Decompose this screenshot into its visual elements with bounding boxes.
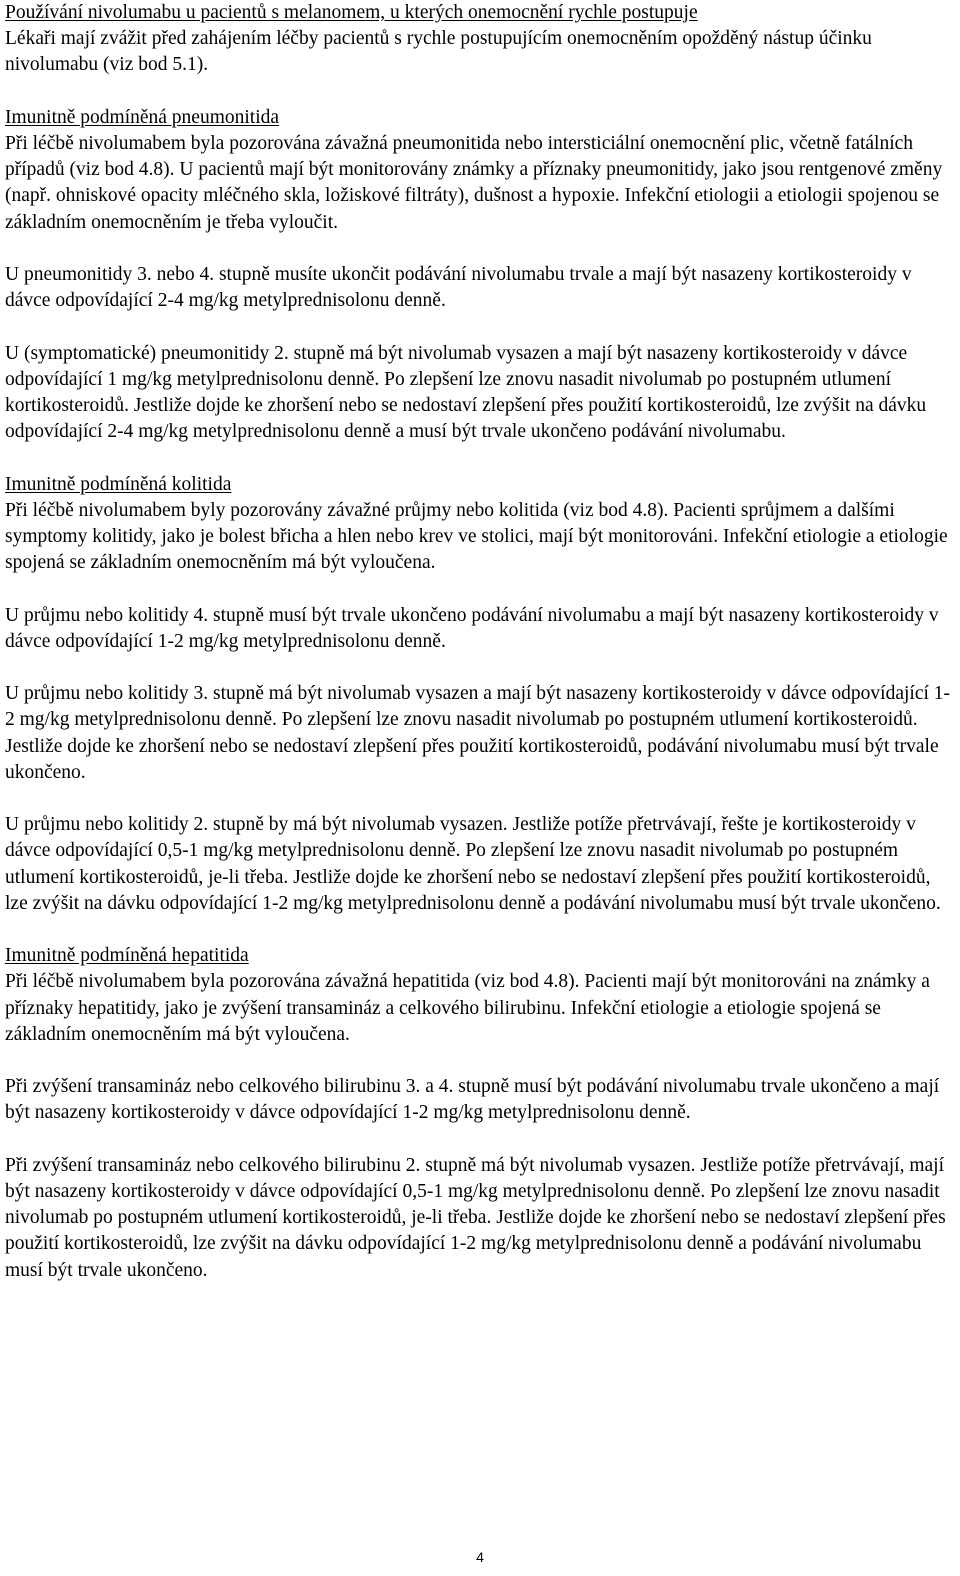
paragraph-spacer xyxy=(5,786,955,812)
paragraph-spacer xyxy=(5,576,955,602)
paragraph-spacer xyxy=(5,655,955,681)
section-melanoma-rapid-progression xyxy=(5,0,955,79)
paragraph: Při zvýšení transamináz nebo celkového bilirubinu 2. stupně má být nivolumab vysazen. Jestliže potíže přetrvávají, mají být nasazeny kortikosteroidy v dávce odpovídající 0,5-1 mg/kg metylprednisolonu denně. Po zlepšení lze znovu nasadit nivolumab po postupném utlumení kortikosteroidů, je-li třeba. Jestliže dojde ke zhoršení nebo se nedostaví zlepšení přes použití kortikosteroidů, lze zvýšit na dávku odpovídající 1-2 mg/kg metylprednisolonu denně a podávání nivolumabu musí být trvale ukončeno. xyxy=(5,1154,946,1281)
section-heading: Používání nivolumabu u pacientů s melanomem, u kterých onemocnění rychle postupuje xyxy=(5,2,698,23)
paragraph: Při léčbě nivolumabem byly pozorovány závažné průjmy nebo kolitida (viz bod 4.8). Pacienti sprůjmem a dalšími symptomy kolitidy, jako je bolest břicha a hlen nebo krev ve stolici, mají být monitorováni. Infekční etiologie a etiologie spojená se základním onemocněním má být vyloučena. xyxy=(5,499,948,574)
paragraph-spacer xyxy=(5,445,955,471)
paragraph-spacer xyxy=(5,1127,955,1153)
paragraph: Při léčbě nivolumabem byla pozorována závažná hepatitida (viz bod 4.8). Pacienti mají být monitorováni na známky a příznaky hepatitidy, jako je zvýšení transamináz a celkového bilirubinu. Infekční etiologie a etiologie spojená se základním onemocněním má být vyloučena. xyxy=(5,971,930,1045)
paragraph: U průjmu nebo kolitidy 3. stupně má být nivolumab vysazen a mají být nasazeny kortikosteroidy v dávce odpovídající 1-2 mg/kg metylprednisolonu denně. Po zlepšení lze znovu nasadit nivolumab po postupném utlumení kortikosteroidů. Jestliže dojde ke zhoršení nebo se nedostaví zlepšení přes použití kortikosteroidů, podávání nivolumabu musí být trvale ukončeno. xyxy=(5,683,951,783)
paragraph: Při léčbě nivolumabem byla pozorována závažná pneumonitida nebo intersticiální onemocnění plic, včetně fatálních případů (viz bod 4.8). U pacientů mají být monitorovány známky a příznaky pneumonitidy, jako jsou rentgenové změny (např. ohniskové opacity mléčného skla, ložiskové filtráty), dušnost a hypoxie. Infekční etiologii a etiologii spojenou se základním onemocněním je třeba vyloučit. xyxy=(5,133,943,233)
paragraph-spacer xyxy=(5,236,955,262)
paragraph-spacer xyxy=(5,79,955,105)
page-number: 4 xyxy=(476,1549,484,1565)
paragraph: U (symptomatické) pneumonitidy 2. stupně má být nivolumab vysazen a mají být nasazeny kortikosteroidy v dávce odpovídající 1 mg/kg metylprednisolonu denně. Po zlepšení lze znovu nasadit nivolumab po postupném utlumení kortikosteroidů. Jestliže dojde ke zhoršení nebo se nedostaví zlepšení přes použití kortikosteroidů, lze zvýšit na dávku odpovídající 2-4 mg/kg metylprednisolonu denně a musí být trvale ukončeno podávání nivolumabu. xyxy=(5,342,927,443)
paragraph: Při zvýšení transamináz nebo celkového bilirubinu 3. a 4. stupně musí být podávání nivolumabu trvale ukončeno a mají být nasazeny kortikosteroidy v dávce odpovídající 1-2 mg/kg metylprednisolonu denně. xyxy=(5,1076,940,1124)
paragraph-spacer xyxy=(5,314,955,340)
section-heading: Imunitně podmíněná pneumonitida xyxy=(5,106,280,128)
paragraph: Lékaři mají zvážit před zahájením léčby pacientů s rychle postupujícím onemocněním opožděný nástup účinku nivolumabu (viz bod 5.1). xyxy=(5,28,872,76)
section-pneumonitis xyxy=(5,105,955,446)
section-colitis xyxy=(5,472,955,917)
paragraph: U průjmu nebo kolitidy 2. stupně by má být nivolumab vysazen. Jestliže potíže přetrvávají, řešte je kortikosteroidy v dávce odpovídající 0,5-1 mg/kg metylprednisolonu denně. Po zlepšení lze znovu nasadit nivolumab po postupném utlumení kortikosteroidů, je-li třeba. Jestliže dojde ke zhoršení nebo se nedostaví zlepšení přes použití kortikosteroidů, lze zvýšit na dávku odpovídající 1-2 mg/kg metylprednisolonu denně a podávání nivolumabu musí být trvale ukončeno. xyxy=(5,814,941,914)
section-hepatitis xyxy=(5,943,955,1284)
document-page xyxy=(5,0,955,1284)
paragraph-spacer xyxy=(5,917,955,943)
section-heading: Imunitně podmíněná hepatitida xyxy=(5,945,249,967)
paragraph: U pneumonitidy 3. nebo 4. stupně musíte ukončit podávání nivolumabu trvale a mají být nasazeny kortikosteroidy v dávce odpovídající 2-4 mg/kg metylprednisolonu denně. xyxy=(5,264,912,312)
paragraph: U průjmu nebo kolitidy 4. stupně musí být trvale ukončeno podávání nivolumabu a mají být nasazeny kortikosteroidy v dávce odpovídající 1-2 mg/kg metylprednisolonu denně. xyxy=(5,604,939,652)
section-heading: Imunitně podmíněná kolitida xyxy=(5,473,232,495)
paragraph-spacer xyxy=(5,1048,955,1074)
